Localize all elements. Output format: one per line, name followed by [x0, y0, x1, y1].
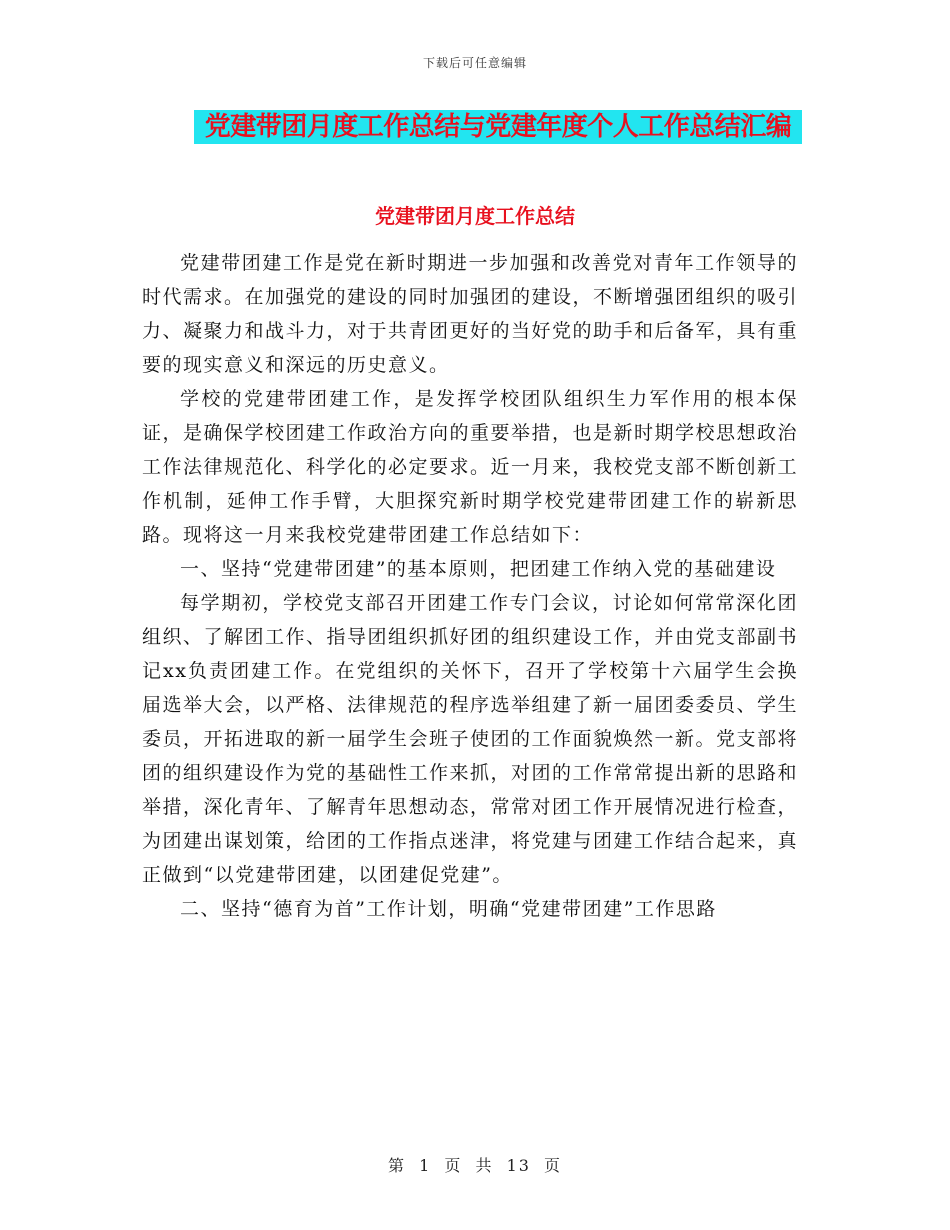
page-header-note: 下载后可任意编辑: [422, 56, 527, 70]
paragraph-heading: 一、坚持“党建带团建”的基本原则，把团建工作纳入党的基础建设: [180, 558, 777, 580]
paragraph: 每学期初，学校党支部召开团建工作专门会议，讨论如何常常深化团组织、了解团工作、指导团组织抓好团的组织建设工作，并由党支部副书记xx负责团建工作。在党组织的关怀下，召开了学校第十六届学生会换届选举大会，以严格、法律规范的程序选举组建了新一届团委委员、学生委员，开拓进取的新一届学生会班子使团的工作面貌焕然一新。党支部将团的组织建设作为党的基础性工作来抓，对团的工作常常提出新的思路和举措，深化青年、了解青年思想动态，常常对团工作开展情况进行检查，为团建出谋划策，给团的工作指点迷津，将党建与团建工作结合起来，真正做到“以党建带团建，以团建促党建”。: [142, 592, 799, 886]
footer-middle: 页: [444, 1156, 463, 1175]
footer-suffix: 页: [544, 1156, 563, 1175]
footer-prefix: 第: [387, 1156, 406, 1175]
footer-page-number: 1: [419, 1156, 432, 1175]
footer-total-pages: 13: [506, 1156, 531, 1175]
paragraph: 学校的党建带团建工作，是发挥学校团队组织生力军作用的根本保证，是确保学校团建工作政治方向的重要举措，也是新时期学校思想政治工作法律规范化、科学化的必定要求。近一月来，我校党支部不断创新工作机制，延伸工作手臂，大胆探究新时期学校党建带团建工作的崭新思路。现将这一月来我校党建带团建工作总结如下：: [142, 388, 799, 546]
paragraph: 党建带团建工作是党在新时期进一步加强和改善党对青年工作领导的时代需求。在加强党的建设的同时加强团的建设，不断增强团组织的吸引力、凝聚力和战斗力，对于共青团更好的当好党的助手和后备军，具有重要的现实意义和深远的历史意义。: [142, 252, 799, 376]
document-title: 党建带团月度工作总结与党建年度个人工作总结汇编: [194, 110, 802, 144]
document-body: [142, 246, 798, 926]
paragraph-heading: 二、坚持“德育为首”工作计划，明确“党建带团建”工作思路: [180, 898, 717, 920]
footer-of: 共: [475, 1156, 494, 1175]
section-title: 党建带团月度工作总结: [375, 204, 575, 228]
page-footer: [0, 1153, 950, 1176]
